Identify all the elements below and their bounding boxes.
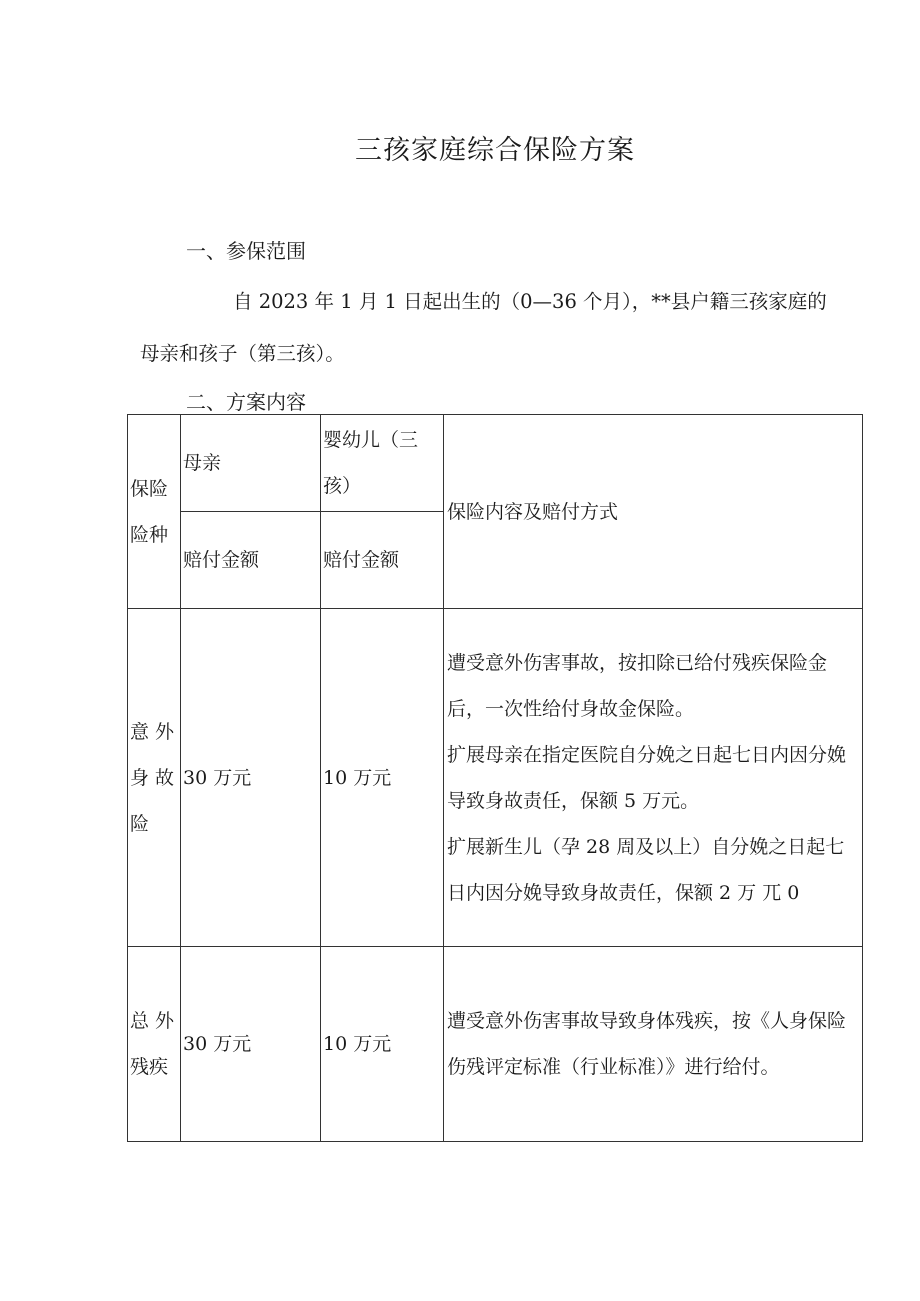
header-kind-line1: 保险 — [130, 477, 169, 500]
header-infant-amount: 赔付金额 — [321, 512, 444, 609]
header-infant-line1: 婴幼儿（三 — [323, 429, 419, 451]
header-infant-line2: 孩） — [323, 475, 362, 497]
table-header-row — [128, 415, 863, 512]
row1-desc-para3: 扩展新生儿（孕 28 周及以上）自分娩之日起七日内因分娩导致身故责任，保额 2 万 兀 0 — [447, 835, 845, 904]
row1-desc-para1: 遭受意外伤害事故，按扣除已给付残疾保险金后，一次性给付身故金保险。 — [447, 651, 828, 720]
section-heading-scope: 一、参保范围 — [186, 239, 306, 263]
scope-paragraph-line2: 母亲和孩子（第三孩）。 — [140, 342, 345, 365]
header-infant — [321, 415, 444, 512]
row1-kind-line3: 险 — [130, 812, 150, 835]
insurance-plan-table — [127, 414, 863, 1142]
row-accident-death-kind — [128, 609, 181, 947]
row1-kind-line1: 意 外 — [130, 720, 175, 743]
header-mother-amount: 赔付金额 — [181, 512, 321, 609]
header-kind-line2: 险种 — [130, 523, 169, 546]
header-insurance-kind — [128, 415, 181, 609]
row2-kind-line2: 残疾 — [130, 1056, 169, 1078]
row2-mother-amount: 30 万元 — [181, 947, 321, 1142]
table-row — [128, 947, 863, 1142]
row2-kind-line1: 总 外 — [130, 1010, 175, 1032]
header-description: 保险内容及赔付方式 — [444, 415, 863, 609]
row1-kind-line2: 身 故 — [130, 766, 175, 789]
row1-infant-amount: 10 万元 — [321, 609, 444, 947]
row1-desc-para2: 扩展母亲在指定医院自分娩之日起七日内因分娩导致身故责任，保额 5 万元。 — [447, 743, 847, 812]
row1-description — [444, 609, 863, 947]
section-heading-plan: 二、方案内容 — [186, 390, 306, 414]
row2-infant-amount: 10 万元 — [321, 947, 444, 1142]
table-row — [128, 609, 863, 947]
row2-desc-para1: 遭受意外伤害事故导致身体残疾，按《人身保险伤残评定标准（行业标准）》进行给付。 — [447, 1010, 847, 1078]
document-title: 三孩家庭综合保险方案 — [355, 135, 635, 166]
row-disability-kind — [128, 947, 181, 1142]
row1-mother-amount: 30 万元 — [181, 609, 321, 947]
scope-paragraph-line1: 自 2023 年 1 月 1 日起出生的（0—36 个月），**县户籍三孩家庭的 — [233, 290, 827, 313]
row2-description — [444, 947, 863, 1142]
header-mother: 母亲 — [181, 415, 321, 512]
